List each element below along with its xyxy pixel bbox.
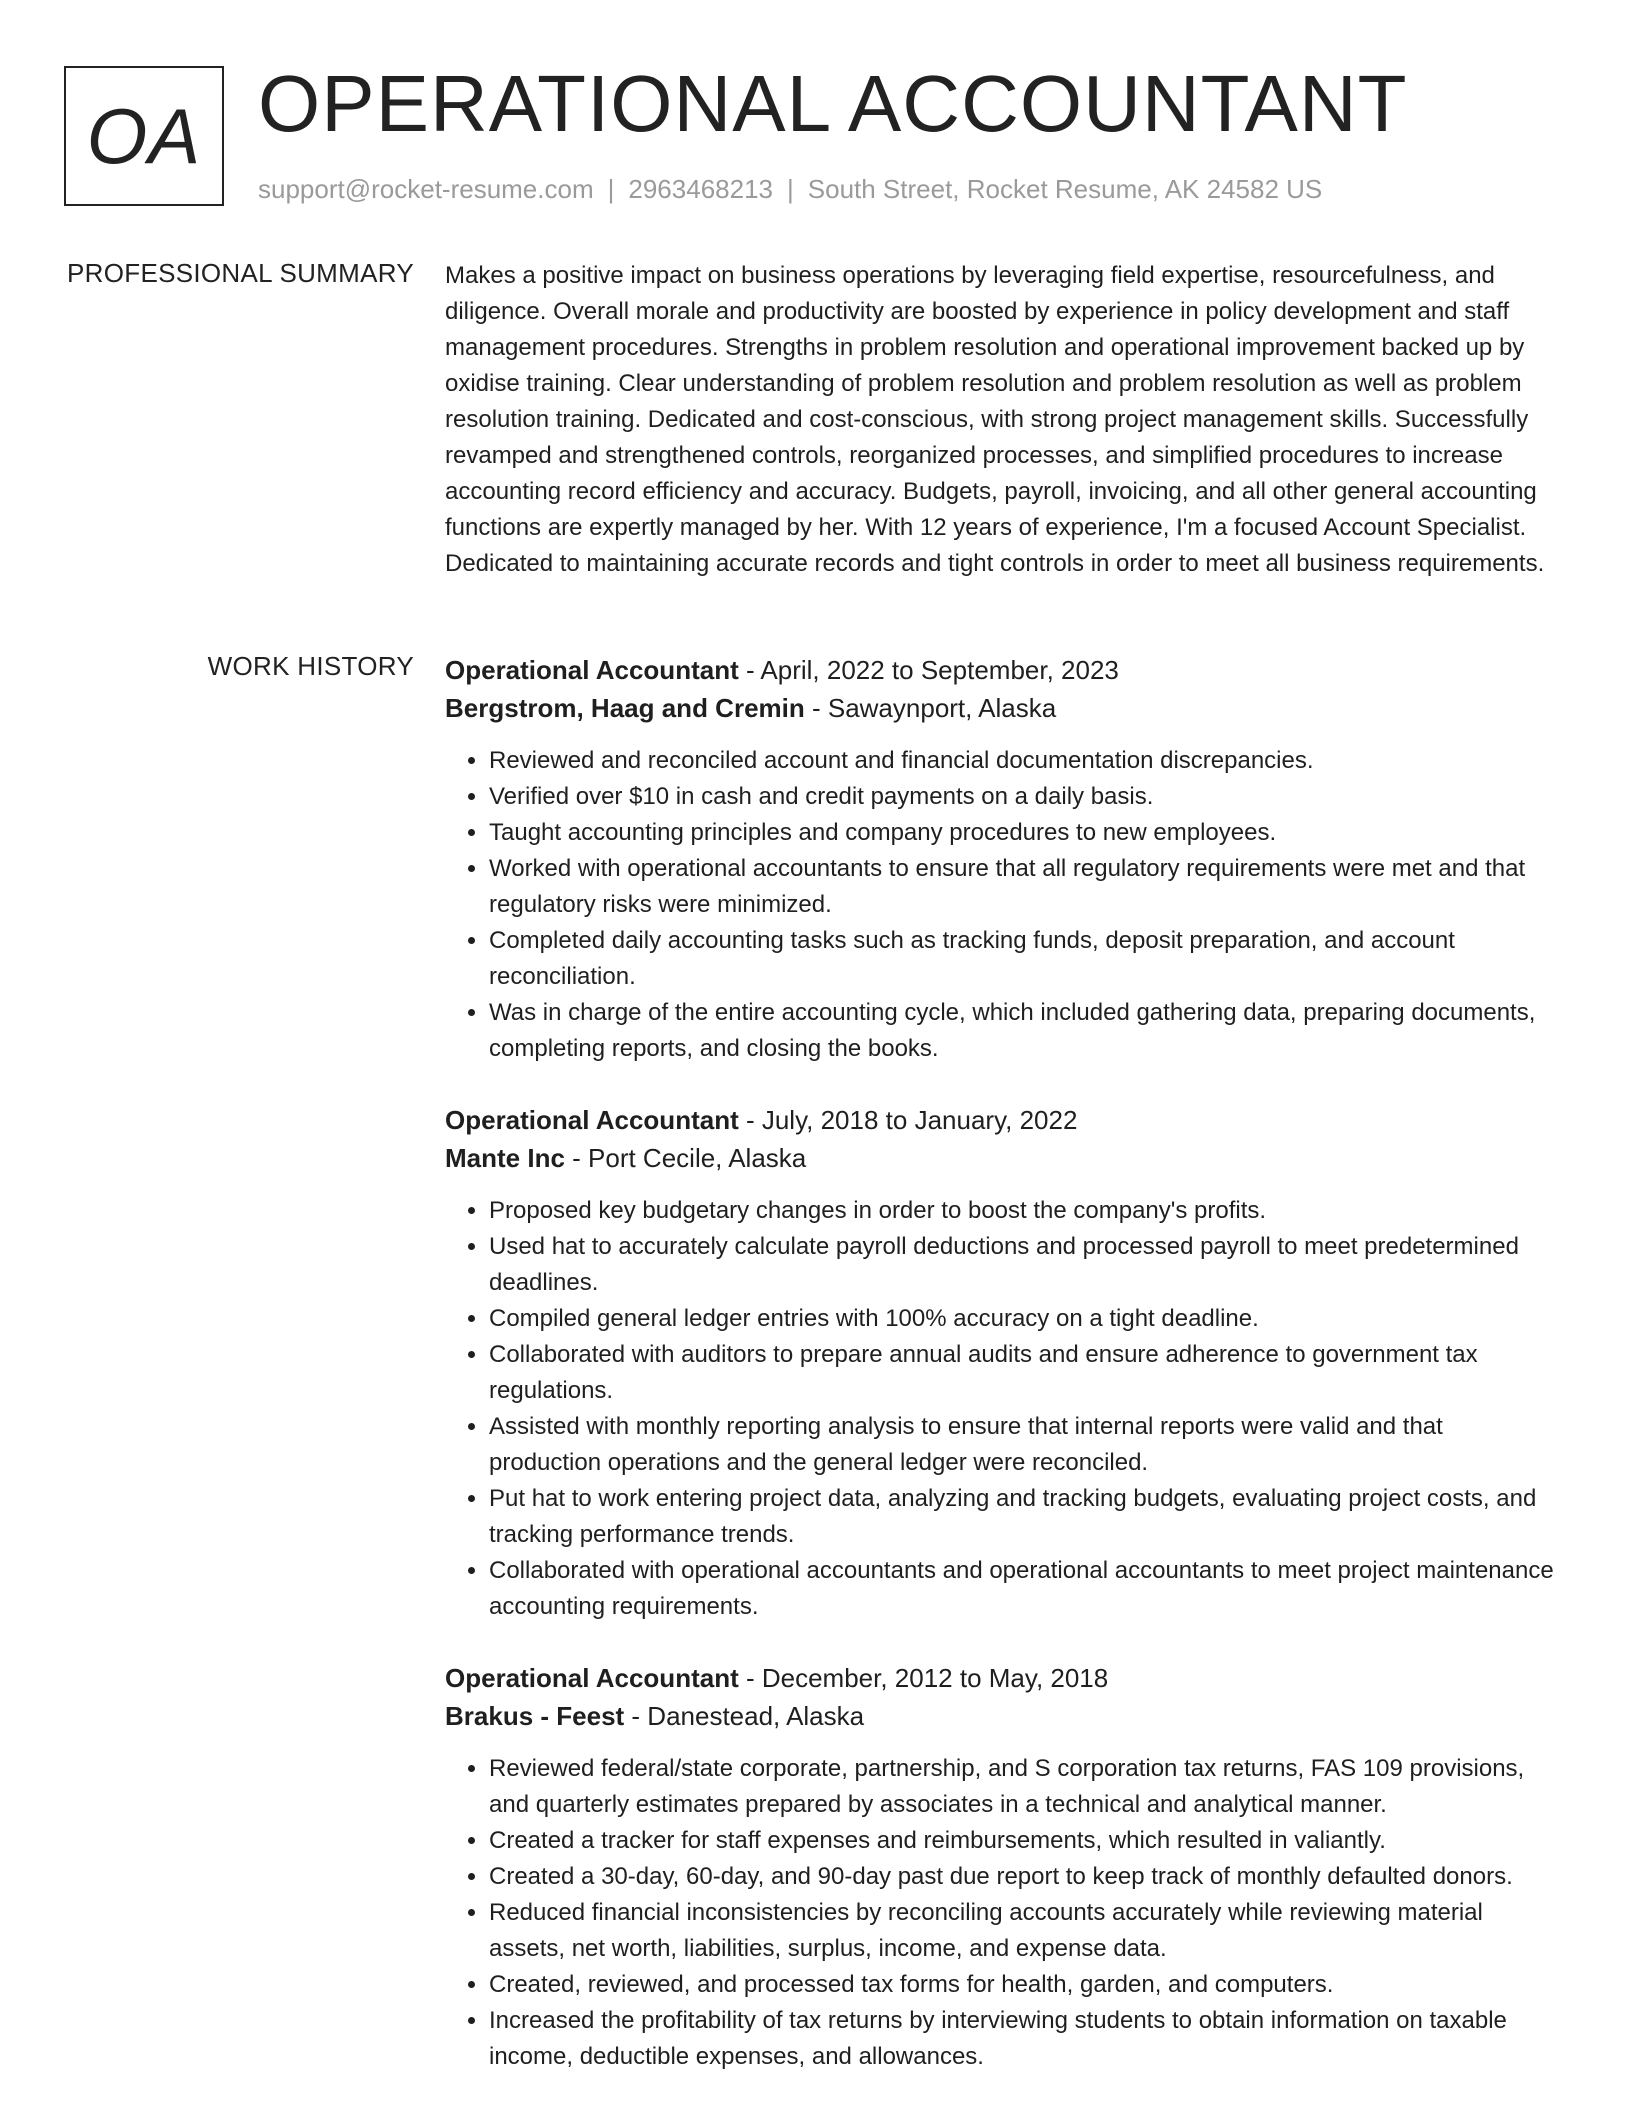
job-title: Operational Accountant [445,1663,739,1693]
job-duties [445,1193,1560,1625]
duty-item: • Created a 30-day, 60-day, and 90-day past due report to keep track of monthly defaulted donors. [489,1859,1560,1895]
duty-item: • Compiled general ledger entries with 100% accuracy on a tight deadline. [489,1301,1560,1337]
duty-item: • Reduced financial inconsistencies by reconciling accounts accurately while reviewing material assets, net worth, liabilities, surplus, income, and expense data. [489,1895,1560,1967]
job-company: Brakus - Feest [445,1701,625,1731]
work-history-heading: WORK HISTORY [207,651,414,681]
job-location: - Port Cecile, Alaska [564,1143,807,1173]
contact-address: South Street, Rocket Resume, AK 24582 US [807,174,1323,204]
job-title: Operational Accountant [445,655,739,685]
job-dates: - April, 2022 to September, 2023 [738,655,1119,685]
duty-item: • Reviewed federal/state corporate, partnership, and S corporation tax returns, FAS 109 provisions, and quarterly estimates prepared by associates in a technical and analytical manner. [489,1751,1560,1823]
contact-email: support@rocket-resume.com [258,174,594,204]
job-entry [445,651,1560,1067]
job-title-line [445,1101,1560,1139]
duty-item: • Collaborated with auditors to prepare annual audits and ensure adherence to government tax regulations. [489,1337,1560,1409]
job-company-line [445,1697,1560,1735]
duty-item: • Completed daily accounting tasks such as tracking funds, deposit preparation, and account reconciliation. [489,923,1560,995]
summary-heading: PROFESSIONAL SUMMARY [67,258,414,288]
contact-separator: | [607,174,615,204]
duty-item: • Collaborated with operational accountants and operational accountants to meet project maintenance accounting requirements. [489,1553,1560,1625]
job-location: - Danestead, Alaska [624,1701,865,1731]
job-company-line [445,1139,1560,1177]
duty-item: • Taught accounting principles and company procedures to new employees. [489,815,1560,851]
initials-monogram: OA [64,66,224,206]
job-title-line [445,1659,1560,1697]
duty-item: • Assisted with monthly reporting analysis to ensure that internal reports were valid and that production operations and the general ledger were reconciled. [489,1409,1560,1481]
duty-item: • Created a tracker for staff expenses and reimbursements, which resulted in valiantly. [489,1823,1560,1859]
job-entry [445,1101,1560,1625]
candidate-name: OPERATIONAL ACCOUNTANT [258,59,1408,148]
contact-line [258,174,1322,205]
work-history-body [445,651,1560,2075]
summary-text: Makes a positive impact on business operations by leveraging field expertise, resourcefulness, and diligence. Overall morale and productivity are boosted by experience in policy development and staff management procedures. Strengths in problem resolution and operational improvement backed up by oxidise training. Clear understanding of problem resolution and problem resolution as well as problem resolution training. Dedicated and cost-conscious, with strong project management skills. Successfully revamped and strengthened controls, reorganized processes, and simplified procedures to increase accounting record efficiency and accuracy. Budgets, payroll, invoicing, and all other general accounting functions are expertly managed by her. With 12 years of experience, I'm a focused Account Specialist. Dedicated to maintaining accurate records and tight controls in order to meet all business requirements. [445,262,1545,577]
job-dates: - July, 2018 to January, 2022 [738,1105,1078,1135]
duty-item: • Was in charge of the entire accounting cycle, which included gathering data, preparing documents, completing reports, and closing the books. [489,995,1560,1067]
duty-item: • Increased the profitability of tax returns by interviewing students to obtain information on taxable income, deductible expenses, and allowances. [489,2003,1560,2075]
job-title-line [445,651,1560,689]
job-company: Mante Inc [445,1143,565,1173]
duty-item: • Worked with operational accountants to ensure that all regulatory requirements were met and that regulatory risks were minimized. [489,851,1560,923]
contact-separator: | [787,174,794,204]
duty-item: • Created, reviewed, and processed tax forms for health, garden, and computers. [489,1967,1560,2003]
job-company: Bergstrom, Haag and Cremin [445,693,805,723]
contact-phone: 2963468213 [628,174,773,204]
duty-item: • Reviewed and reconciled account and financial documentation discrepancies. [489,743,1560,779]
job-title: Operational Accountant [445,1105,739,1135]
job-location: - Sawaynport, Alaska [804,693,1057,723]
duty-item: • Used hat to accurately calculate payroll deductions and processed payroll to meet predetermined deadlines. [489,1229,1560,1301]
duty-item: • Verified over $10 in cash and credit payments on a daily basis. [489,779,1560,815]
job-duties [445,1751,1560,2075]
duty-item: • Proposed key budgetary changes in order to boost the company's profits. [489,1193,1560,1229]
job-company-line [445,689,1560,727]
job-duties [445,743,1560,1067]
job-dates: - December, 2012 to May, 2018 [738,1663,1109,1693]
job-entry [445,1659,1560,2075]
duty-item: • Put hat to work entering project data, analyzing and tracking budgets, evaluating project costs, and tracking performance trends. [489,1481,1560,1553]
